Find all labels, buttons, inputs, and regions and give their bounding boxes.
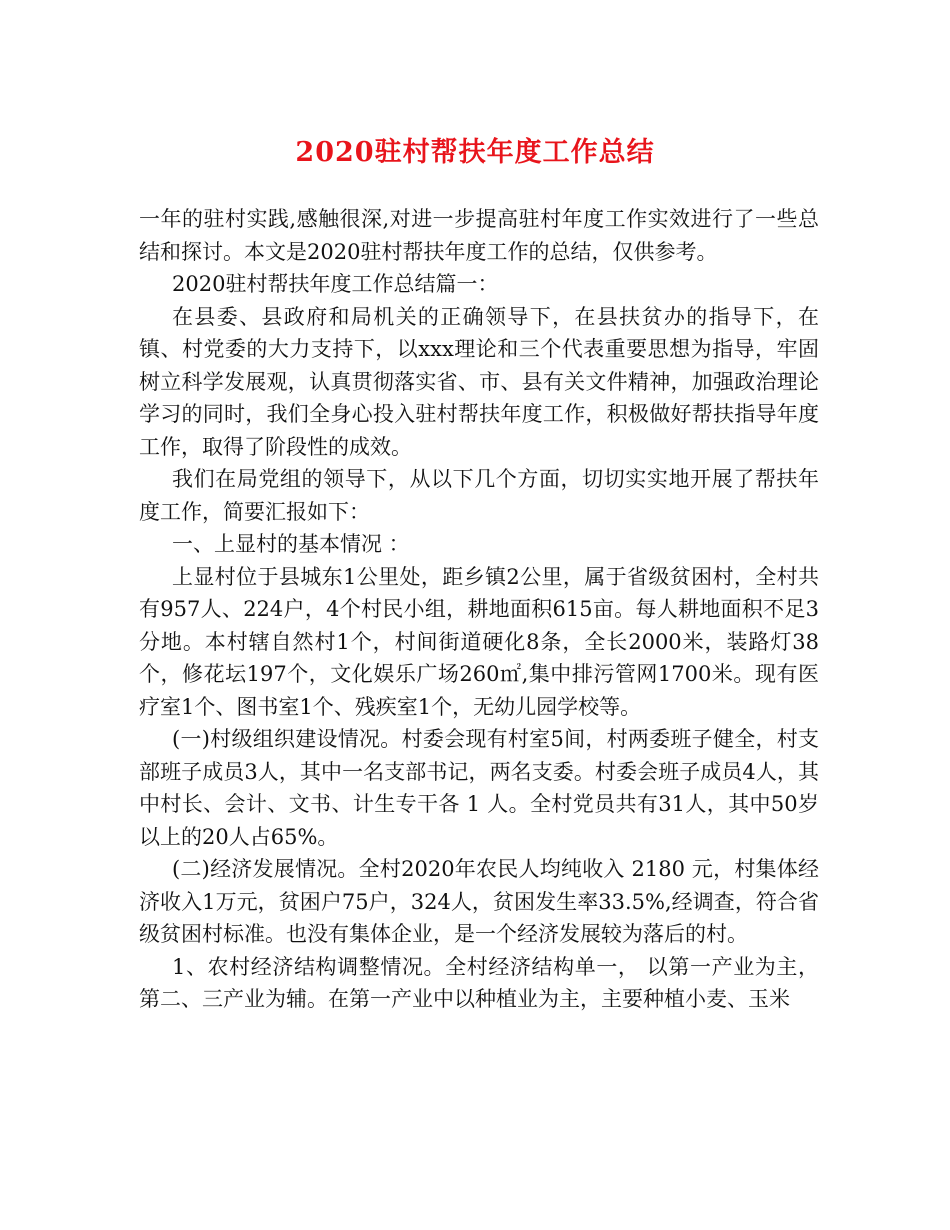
paragraph: 上显村位于县城东1公里处，距乡镇2公里，属于省级贫困村，全村共有957人、224户，4个村民小组，耕地面积615亩。每人耕地面积不足3分地。本村辖自然村1个，村间街道硬化8条，全长2000米，装路灯38个，修花坛197个，文化娱乐广场260㎡,集中排污管网1700米。现有医疗室1个、图书室1个、残疾室1个，无幼儿园学校等。 xyxy=(139,564,819,719)
paragraph: 在县委、县政府和局机关的正确领导下，在县扶贫办的指导下，在镇、村党委的大力支持下，以xxx理论和三个代表重要思想为指导，牢固树立科学发展观，认真贯彻落实省、市、县有关文件精神，加强政治理论学习的同时，我们全身心投入驻村帮扶年度工作，积极做好帮扶指导年度工作，取得了阶段性的成效。 xyxy=(139,304,819,459)
paragraph: (二)经济发展情况。全村2020年农民人均纯收入 2180 元，村集体经济收入1万元，贫困户75户，324人，贫困发生率33.5%,经调查，符合省级贫困村标准。也没有集体企业，是一个经济发展较为落后的村。 xyxy=(139,857,819,946)
document-title: 2020驻村帮扶年度工作总结 xyxy=(295,137,655,168)
document-body xyxy=(139,203,819,1016)
paragraph: 1、农村经济结构调整情况。全村经济结构单一， 以第一产业为主，第二、三产业为辅。在第一产业中以种植业为主，主要种植小麦、玉米 xyxy=(139,954,819,1011)
paragraph: (一)村级组织建设情况。村委会现有村室5间，村两委班子健全，村支部班子成员3人，其中一名支部书记，两名支委。村委会班子成员4人，其中村长、会计、文书、计生专干各 1 人。全村党员共有31人，其中50岁以上的20人占65%。 xyxy=(139,727,819,849)
paragraph: 一年的驻村实践,感触很深,对进一步提高驻村年度工作实效进行了一些总结和探讨。本文是2020驻村帮扶年度工作的总结，仅供参考。 xyxy=(139,207,819,264)
paragraph: 2020驻村帮扶年度工作总结篇一： xyxy=(172,272,499,296)
paragraph: 一、上显村的基本情况 ： xyxy=(172,532,410,556)
paragraph: 我们在局党组的领导下，从以下几个方面，切切实实地开展了帮扶年度工作，简要汇报如下： xyxy=(139,467,819,524)
